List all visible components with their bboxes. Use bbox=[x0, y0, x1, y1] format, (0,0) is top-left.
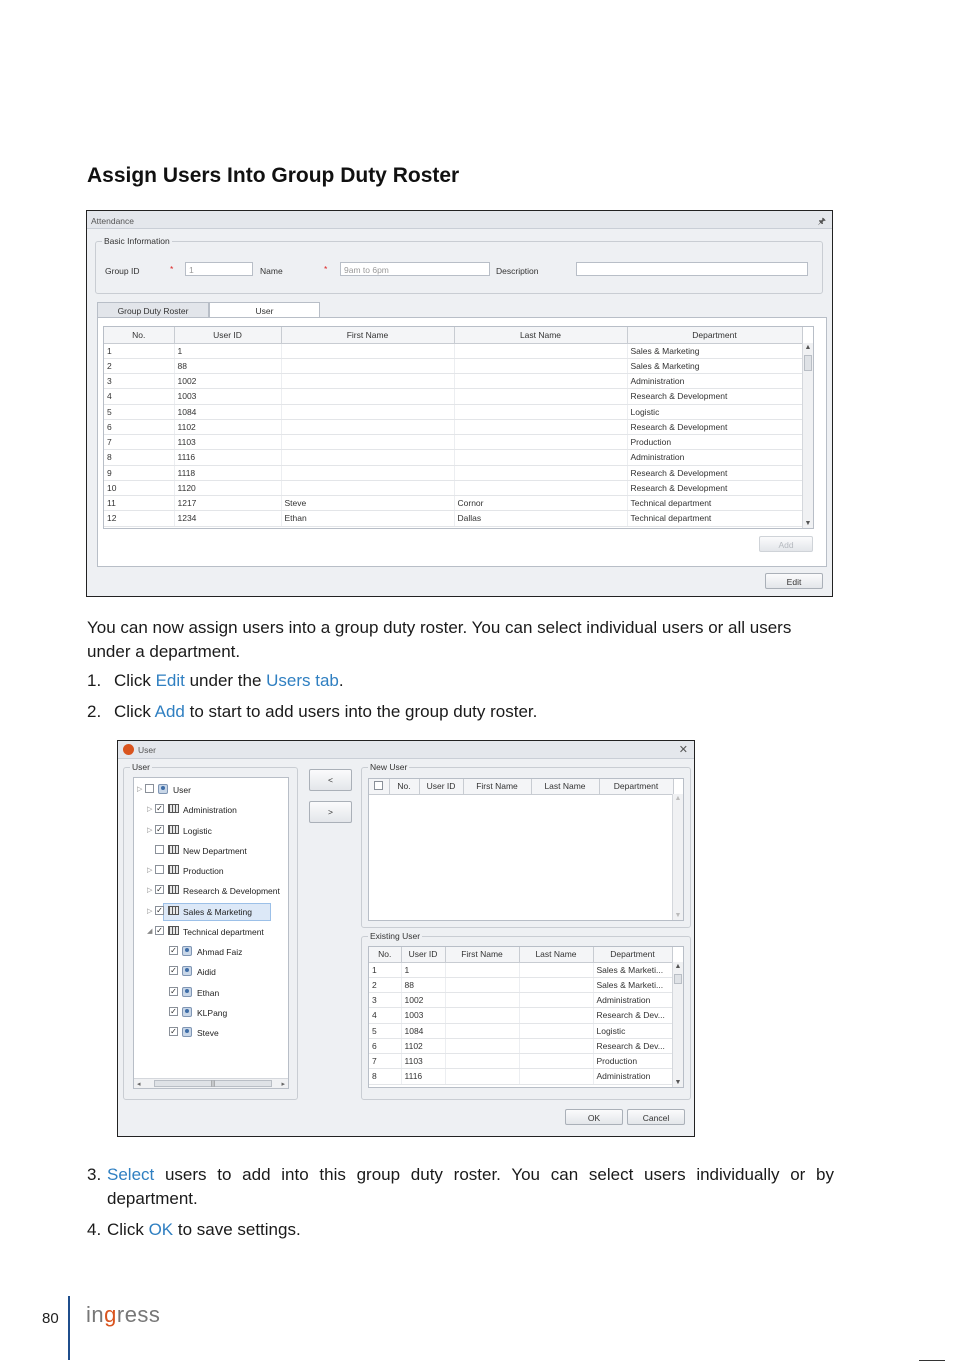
scroll-up-icon[interactable]: ▲ bbox=[674, 795, 682, 802]
table-row[interactable] bbox=[369, 993, 672, 1008]
tree-checkbox[interactable]: ✓ bbox=[170, 1027, 177, 1036]
column-header-no[interactable]: No. bbox=[104, 327, 174, 343]
table-cell: 6 bbox=[104, 419, 174, 434]
group-id-field[interactable]: 1 bbox=[185, 262, 253, 276]
tree-item-label: Administration bbox=[183, 805, 237, 816]
new-user-legend: New User bbox=[370, 762, 408, 772]
table-cell: 88 bbox=[174, 358, 281, 373]
table-cell bbox=[519, 993, 593, 1008]
column-header-user-id[interactable]: User ID bbox=[174, 327, 281, 343]
existing-user-table[interactable] bbox=[368, 946, 684, 1088]
table-cell: Technical department bbox=[627, 496, 802, 511]
department-icon bbox=[168, 865, 179, 874]
basic-information-legend: Basic Information bbox=[104, 236, 170, 246]
table-cell bbox=[281, 419, 454, 434]
table-cell bbox=[445, 1008, 519, 1023]
user-icon bbox=[182, 987, 192, 997]
table-cell: Research & Dev... bbox=[593, 1038, 672, 1053]
table-cell: 4 bbox=[369, 1008, 401, 1023]
column-header-no[interactable]: No. bbox=[369, 947, 401, 962]
table-cell bbox=[445, 1038, 519, 1053]
table-cell bbox=[519, 1069, 593, 1084]
department-icon bbox=[168, 804, 179, 813]
table-cell bbox=[281, 480, 454, 495]
table-cell: Research & Development bbox=[627, 465, 802, 480]
table-cell: Production bbox=[627, 435, 802, 450]
column-header-no[interactable]: No. bbox=[389, 779, 419, 794]
table-cell bbox=[281, 404, 454, 419]
user-dialog-title: User bbox=[138, 745, 156, 755]
tree-item[interactable] bbox=[134, 844, 284, 858]
new-user-header bbox=[369, 779, 674, 795]
table-cell: 1002 bbox=[401, 993, 445, 1008]
table-cell: 1002 bbox=[174, 374, 281, 389]
table-cell: Administration bbox=[593, 1069, 672, 1084]
tree-item-label: Ethan bbox=[197, 987, 220, 998]
table-cell: 1 bbox=[104, 343, 174, 358]
table-cell bbox=[281, 435, 454, 450]
column-header-user-id[interactable]: User ID bbox=[401, 947, 445, 962]
tree-checkbox[interactable]: ✓ bbox=[170, 1006, 177, 1016]
table-cell: 1003 bbox=[401, 1008, 445, 1023]
table-cell bbox=[281, 450, 454, 465]
assigned-users-table bbox=[104, 327, 803, 527]
table-cell: Logistic bbox=[593, 1023, 672, 1038]
section-title: Assign Users Into Group Duty Roster bbox=[87, 164, 460, 187]
tree-item-label: Technical department bbox=[183, 926, 264, 937]
basic-information-group bbox=[95, 236, 823, 294]
step-text: to start to add users into the group duty roster. bbox=[184, 702, 538, 721]
tree-checkbox[interactable]: ✓ bbox=[156, 804, 163, 814]
corner-rule bbox=[919, 1360, 945, 1361]
table-row[interactable] bbox=[369, 1054, 672, 1069]
existing-user-legend: Existing User bbox=[370, 931, 421, 941]
scroll-up-icon[interactable]: ▲ bbox=[674, 963, 682, 970]
table-cell: 1003 bbox=[174, 389, 281, 404]
table-row[interactable] bbox=[104, 480, 802, 495]
table-cell bbox=[445, 962, 519, 977]
attendance-titlebar bbox=[87, 211, 832, 229]
table-cell: 1102 bbox=[401, 1038, 445, 1053]
table-row[interactable] bbox=[104, 511, 802, 526]
scroll-down-icon[interactable]: ▼ bbox=[674, 912, 682, 919]
department-icon bbox=[168, 825, 179, 834]
table-cell: 1 bbox=[401, 962, 445, 977]
table-cell: 88 bbox=[401, 977, 445, 992]
table-cell: Research & Development bbox=[627, 419, 802, 434]
description-field[interactable] bbox=[576, 262, 808, 276]
tree-item-label: Research & Development bbox=[183, 886, 280, 897]
user-icon bbox=[182, 1007, 192, 1017]
table-cell: 1120 bbox=[174, 480, 281, 495]
step-2 bbox=[87, 700, 834, 724]
tree-item[interactable] bbox=[134, 884, 284, 898]
table-row[interactable] bbox=[104, 404, 802, 419]
table-cell bbox=[454, 343, 627, 358]
intro-paragraph: You can now assign users into a group duty roster. You can select individual users or all users under a department. bbox=[87, 618, 792, 661]
step-text: . bbox=[338, 671, 344, 690]
tree-scroll-thumb[interactable]: ||| bbox=[154, 1080, 272, 1087]
move-right-button[interactable]: > bbox=[309, 801, 352, 823]
column-header-department[interactable]: Department bbox=[627, 327, 802, 343]
table-cell: 1217 bbox=[174, 496, 281, 511]
table-cell: Sales & Marketi... bbox=[593, 962, 672, 977]
table-row[interactable] bbox=[369, 977, 672, 992]
table-cell: 4 bbox=[104, 389, 174, 404]
table-cell: 1103 bbox=[401, 1054, 445, 1069]
table-cell: Research & Development bbox=[627, 480, 802, 495]
table-cell: Dallas bbox=[454, 511, 627, 526]
table-cell bbox=[519, 1038, 593, 1053]
close-icon[interactable]: ✕ bbox=[678, 744, 688, 756]
table-cell bbox=[454, 374, 627, 389]
table-cell: 5 bbox=[369, 1023, 401, 1038]
department-icon bbox=[168, 845, 179, 854]
table-cell bbox=[519, 1054, 593, 1069]
footer-rule bbox=[68, 1296, 70, 1360]
tree-horizontal-scrollbar[interactable] bbox=[134, 1078, 288, 1088]
table-cell bbox=[519, 977, 593, 992]
table-row[interactable] bbox=[369, 1023, 672, 1038]
step-text: Click bbox=[114, 671, 156, 690]
column-header-user-id[interactable]: User ID bbox=[419, 779, 463, 794]
table-cell bbox=[445, 1054, 519, 1069]
tree-item-label: KLPang bbox=[197, 1007, 228, 1018]
expand-arrow-icon[interactable]: ▷ bbox=[147, 806, 153, 814]
table-cell bbox=[281, 343, 454, 358]
table-cell bbox=[281, 374, 454, 389]
expand-arrow-icon[interactable]: ▷ bbox=[147, 826, 153, 834]
existing-user-vertical-scrollbar[interactable] bbox=[672, 962, 683, 1087]
user-icon bbox=[182, 966, 192, 976]
tree-item[interactable] bbox=[134, 1026, 284, 1040]
expand-arrow-icon[interactable]: ▷ bbox=[147, 887, 153, 895]
table-cell: 3 bbox=[369, 993, 401, 1008]
table-cell bbox=[445, 993, 519, 1008]
table-row[interactable] bbox=[369, 962, 672, 977]
user-group-icon bbox=[158, 784, 168, 794]
users-tab-link[interactable]: Users tab bbox=[266, 671, 339, 690]
tree-checkbox[interactable]: ✓ bbox=[156, 905, 163, 915]
table-cell bbox=[454, 404, 627, 419]
table-cell bbox=[519, 1023, 593, 1038]
scroll-down-icon[interactable]: ▼ bbox=[804, 520, 812, 527]
step-text: users to add into this group duty roster. You can select users individually or by department. bbox=[107, 1165, 834, 1208]
table-cell: Cornor bbox=[454, 496, 627, 511]
tree-item-label: Aidid bbox=[197, 967, 216, 978]
column-header-department[interactable]: Department bbox=[599, 779, 673, 794]
select-link[interactable]: Select bbox=[107, 1165, 155, 1184]
column-header-last-name[interactable]: Last Name bbox=[519, 947, 593, 962]
table-cell: Steve bbox=[281, 496, 454, 511]
table-cell: 1084 bbox=[401, 1023, 445, 1038]
attendance-title: Attendance bbox=[91, 216, 135, 226]
table-cell bbox=[445, 1069, 519, 1084]
table-cell: 2 bbox=[369, 977, 401, 992]
attendance-screenshot bbox=[86, 210, 833, 597]
tree-checkbox[interactable]: ✓ bbox=[170, 986, 177, 996]
table-row[interactable] bbox=[104, 465, 802, 480]
table-cell: 12 bbox=[104, 511, 174, 526]
table-cell: Logistic bbox=[627, 404, 802, 419]
user-tree-legend: User bbox=[132, 762, 150, 772]
table-cell: 1 bbox=[174, 343, 281, 358]
tree-item-label: Sales & Marketing bbox=[183, 906, 252, 917]
table-cell: 10 bbox=[104, 480, 174, 495]
column-header-first-name[interactable]: First Name bbox=[281, 327, 454, 343]
table-cell: 1102 bbox=[174, 419, 281, 434]
tree-item[interactable] bbox=[134, 965, 284, 979]
table-cell: Administration bbox=[593, 993, 672, 1008]
tree-checkbox[interactable] bbox=[155, 845, 164, 854]
tree-item-label: User bbox=[173, 785, 191, 795]
pin-icon[interactable]: 🖈︎ bbox=[817, 216, 826, 226]
name-required-mark: * bbox=[324, 264, 328, 274]
group-id-required-mark: * bbox=[170, 264, 174, 274]
tree-item-label: Production bbox=[183, 866, 224, 876]
table-row[interactable] bbox=[369, 1038, 672, 1053]
table-cell: 9 bbox=[104, 465, 174, 480]
tree-checkbox[interactable]: ✓ bbox=[156, 925, 163, 935]
add-link[interactable]: Add bbox=[154, 702, 185, 721]
table-cell: 1116 bbox=[174, 450, 281, 465]
add-button[interactable]: Add bbox=[759, 536, 813, 552]
department-icon bbox=[168, 906, 179, 915]
column-header-last-name[interactable]: Last Name bbox=[454, 327, 627, 343]
tree-item-label: Steve bbox=[197, 1028, 219, 1038]
table-cell: 8 bbox=[369, 1069, 401, 1084]
table-row[interactable] bbox=[104, 374, 802, 389]
table-cell bbox=[519, 1008, 593, 1023]
table-cell: 7 bbox=[104, 435, 174, 450]
column-header-last-name[interactable]: Last Name bbox=[531, 779, 599, 794]
tree-checkbox[interactable] bbox=[155, 865, 164, 874]
new-user-table[interactable] bbox=[368, 778, 684, 921]
table-cell: 1103 bbox=[174, 435, 281, 450]
table-cell bbox=[454, 389, 627, 404]
edit-link[interactable]: Edit bbox=[155, 671, 185, 690]
table-cell: 6 bbox=[369, 1038, 401, 1053]
step-number: 3. bbox=[87, 1165, 102, 1184]
table-cell: Sales & Marketi... bbox=[593, 977, 672, 992]
table-cell bbox=[281, 465, 454, 480]
step-3 bbox=[87, 1163, 834, 1211]
table-cell bbox=[454, 419, 627, 434]
tree-checkbox[interactable]: ✓ bbox=[156, 824, 163, 834]
table-cell: 2 bbox=[104, 358, 174, 373]
table-cell: 5 bbox=[104, 404, 174, 419]
description-label: Description bbox=[496, 266, 539, 276]
column-header-first-name[interactable]: First Name bbox=[445, 947, 519, 962]
table-cell: Ethan bbox=[281, 511, 454, 526]
scroll-right-icon[interactable]: ▸ bbox=[281, 1081, 285, 1088]
column-header-first-name[interactable]: First Name bbox=[463, 779, 531, 794]
step-text: Click bbox=[107, 1220, 149, 1239]
table-cell: Administration bbox=[627, 374, 802, 389]
expand-arrow-icon[interactable]: ▷ bbox=[147, 867, 153, 874]
table-row[interactable] bbox=[104, 496, 802, 511]
existing-user-grid bbox=[369, 947, 673, 1085]
table-cell bbox=[454, 450, 627, 465]
table-cell: 1116 bbox=[401, 1069, 445, 1084]
table-row[interactable] bbox=[104, 419, 802, 434]
name-label: Name bbox=[260, 266, 283, 276]
tree-item[interactable] bbox=[134, 864, 284, 878]
scroll-thumb[interactable] bbox=[804, 355, 812, 371]
column-header-department[interactable]: Department bbox=[593, 947, 672, 962]
table-cell: 1 bbox=[369, 962, 401, 977]
ok-link[interactable]: OK bbox=[148, 1220, 174, 1239]
move-left-button[interactable]: < bbox=[309, 769, 352, 791]
table-cell: Sales & Marketing bbox=[627, 358, 802, 373]
table-cell: 7 bbox=[369, 1054, 401, 1069]
edit-button[interactable]: Edit bbox=[765, 573, 823, 589]
tree-item[interactable] bbox=[134, 783, 284, 797]
table-row[interactable] bbox=[104, 358, 802, 373]
table-cell: Sales & Marketing bbox=[627, 343, 802, 358]
tree-item[interactable] bbox=[134, 945, 284, 959]
scroll-up-icon[interactable]: ▲ bbox=[804, 344, 812, 351]
table-cell bbox=[445, 977, 519, 992]
user-icon bbox=[182, 1027, 192, 1037]
table-cell: Technical department bbox=[627, 511, 802, 526]
table-row[interactable] bbox=[104, 450, 802, 465]
app-icon bbox=[123, 744, 134, 755]
step-number: 2. bbox=[87, 702, 102, 721]
table-cell bbox=[454, 435, 627, 450]
table-row[interactable] bbox=[104, 435, 802, 450]
table-cell: 8 bbox=[104, 450, 174, 465]
ok-button[interactable]: OK bbox=[565, 1109, 623, 1125]
tree-item[interactable] bbox=[134, 986, 284, 1000]
logo-text: ress bbox=[116, 1302, 161, 1327]
tree-item-label: Ahmad Faiz bbox=[197, 947, 243, 957]
tree-item-label: New Department bbox=[183, 845, 247, 856]
user-icon bbox=[182, 946, 192, 956]
table-cell bbox=[454, 480, 627, 495]
table-vertical-scrollbar[interactable] bbox=[802, 343, 813, 528]
user-dialog-screenshot bbox=[117, 740, 695, 1137]
scroll-left-icon[interactable]: ◂ bbox=[137, 1081, 141, 1088]
table-row[interactable] bbox=[369, 1069, 672, 1084]
table-cell: 3 bbox=[104, 374, 174, 389]
table-row[interactable] bbox=[104, 343, 802, 358]
select-all-column[interactable] bbox=[369, 779, 389, 794]
table-cell: Research & Dev... bbox=[593, 1008, 672, 1023]
tree-item[interactable] bbox=[134, 824, 284, 838]
tree-checkbox[interactable]: ✓ bbox=[170, 946, 177, 955]
department-icon bbox=[168, 926, 179, 935]
collapse-arrow-icon[interactable]: ◢ bbox=[147, 927, 153, 935]
table-cell: 11 bbox=[104, 496, 174, 511]
table-cell: Administration bbox=[627, 450, 802, 465]
tree-item-label: Logistic bbox=[183, 825, 212, 836]
department-icon bbox=[168, 885, 179, 894]
table-cell bbox=[454, 358, 627, 373]
table-cell bbox=[281, 389, 454, 404]
logo-text: in bbox=[86, 1302, 105, 1327]
ingress-logo bbox=[86, 1302, 160, 1328]
scroll-down-icon[interactable]: ▼ bbox=[674, 1079, 682, 1086]
expand-arrow-icon[interactable]: ▷ bbox=[137, 786, 143, 793]
select-all-checkbox[interactable] bbox=[374, 781, 383, 790]
page-number: 80 bbox=[42, 1310, 59, 1327]
table-cell bbox=[445, 1023, 519, 1038]
logo-accent: g bbox=[104, 1302, 117, 1327]
expand-arrow-icon[interactable]: ▷ bbox=[147, 907, 153, 915]
table-cell: 1234 bbox=[174, 511, 281, 526]
table-cell: Production bbox=[593, 1054, 672, 1069]
table-cell bbox=[281, 358, 454, 373]
table-cell: Research & Development bbox=[627, 389, 802, 404]
tree-checkbox[interactable]: ✓ bbox=[170, 966, 177, 976]
name-field[interactable]: 9am to 6pm bbox=[340, 262, 490, 276]
step-text: under the bbox=[184, 671, 267, 690]
tree-item[interactable] bbox=[134, 925, 284, 939]
tree-item[interactable] bbox=[134, 905, 284, 919]
table-cell bbox=[454, 465, 627, 480]
step-1 bbox=[87, 669, 834, 693]
step-number: 1. bbox=[87, 671, 102, 690]
tab-group-duty-roster[interactable]: Group Duty Roster bbox=[97, 302, 209, 318]
user-dialog-titlebar bbox=[118, 741, 694, 759]
step-text: to save settings. bbox=[173, 1220, 301, 1239]
new-user-vertical-scrollbar[interactable] bbox=[672, 794, 683, 920]
step-text: Click bbox=[114, 702, 155, 721]
tree-item[interactable] bbox=[134, 1006, 284, 1020]
step-number: 4. bbox=[87, 1220, 102, 1239]
tree-item[interactable] bbox=[134, 803, 284, 817]
tree-checkbox[interactable]: ✓ bbox=[156, 885, 163, 895]
table-cell: 1084 bbox=[174, 404, 281, 419]
user-tree[interactable] bbox=[133, 777, 289, 1089]
cancel-button[interactable]: Cancel bbox=[627, 1109, 685, 1125]
table-cell: 1118 bbox=[174, 465, 281, 480]
table-cell bbox=[519, 962, 593, 977]
tree-checkbox[interactable] bbox=[145, 784, 154, 793]
group-id-label: Group ID bbox=[105, 266, 140, 276]
step-4 bbox=[87, 1218, 834, 1242]
scroll-thumb[interactable] bbox=[674, 974, 682, 984]
tab-user[interactable]: User bbox=[209, 302, 320, 318]
table-row[interactable] bbox=[369, 1008, 672, 1023]
table-row[interactable] bbox=[104, 389, 802, 404]
